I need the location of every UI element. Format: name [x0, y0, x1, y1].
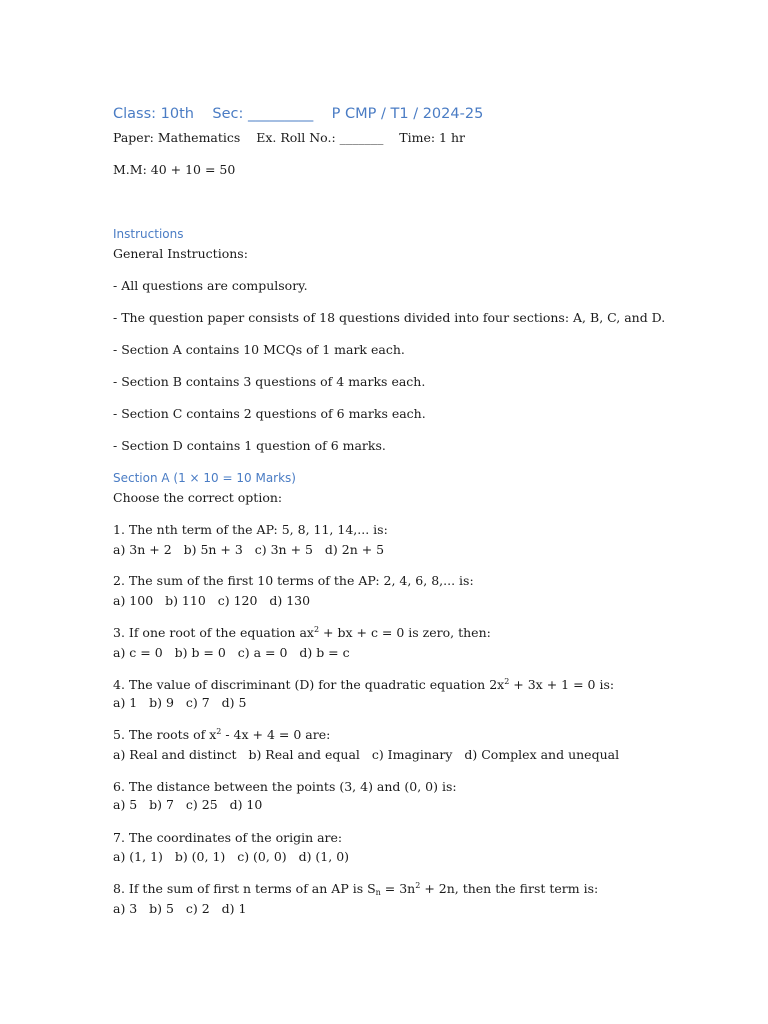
question-1-options: a) 3n + 2 b) 5n + 3 c) 3n + 5 d) 2n + 5 [113, 542, 385, 557]
question-7: 7. The coordinates of the origin are: [113, 830, 343, 845]
question-4-options: a) 1 b) 9 c) 7 d) 5 [113, 695, 247, 710]
instructions-intro: General Instructions: [113, 246, 248, 261]
instruction-item: - Section A contains 10 MCQs of 1 mark each. [113, 342, 405, 357]
question-5-options: a) Real and distinct b) Real and equal c) Imaginary d) Complex and unequal [113, 747, 620, 762]
question-2: 2. The sum of the first 10 terms of the AP: 2, 4, 6, 8,... is: [113, 573, 474, 588]
paper-title: Class: 10th Sec: _________ P CMP / T1 / 2024-25 [113, 106, 484, 122]
question-7-options: a) (1, 1) b) (0, 1) c) (0, 0) d) (1, 0) [113, 849, 350, 864]
question-2-options: a) 100 b) 110 c) 120 d) 130 [113, 593, 311, 608]
question-6-options: a) 5 b) 7 c) 25 d) 10 [113, 797, 263, 812]
question-8: 8. If the sum of first n terms of an AP is $S_n = 3n^2 + 2n$, then the first term is: [113, 881, 599, 897]
question-4: 4. The value of discriminant (D) for the quadratic equation $2x^2 + 3x + 1 = 0$ is: [113, 677, 615, 692]
question-3: 3. If one root of the equation $ax^2$ + bx + c = 0 is zero, then: [113, 625, 491, 640]
section-a-heading: Section A (1 × 10 = 10 Marks) [113, 471, 296, 485]
question-5: 5. The roots of $x^2 - 4x + 4 = 0$ are: [113, 727, 331, 742]
question-6: 6. The distance between the points (3, 4) and (0, 0) is: [113, 779, 457, 794]
instruction-item: - All questions are compulsory. [113, 278, 308, 293]
question-1: 1. The nth term of the AP: 5, 8, 11, 14,... is: [113, 522, 388, 537]
instructions-heading: Instructions [113, 227, 184, 241]
instruction-item: - The question paper consists of 18 questions divided into four sections: A, B, C, and D. [113, 310, 666, 325]
instruction-item: - Section C contains 2 questions of 6 marks each. [113, 406, 426, 421]
max-marks: M.M: 40 + 10 = 50 [113, 162, 236, 177]
question-8-options: a) 3 b) 5 c) 2 d) 1 [113, 901, 247, 916]
instruction-item: - Section B contains 3 questions of 4 marks each. [113, 374, 426, 389]
instruction-item: - Section D contains 1 question of 6 marks. [113, 438, 386, 453]
section-a-intro: Choose the correct option: [113, 490, 283, 505]
paper-details-line: Paper: Mathematics Ex. Roll No.: _______ Time: 1 hr [113, 130, 466, 145]
question-3-options: a) c = 0 b) b = 0 c) a = 0 d) b = c [113, 645, 350, 660]
